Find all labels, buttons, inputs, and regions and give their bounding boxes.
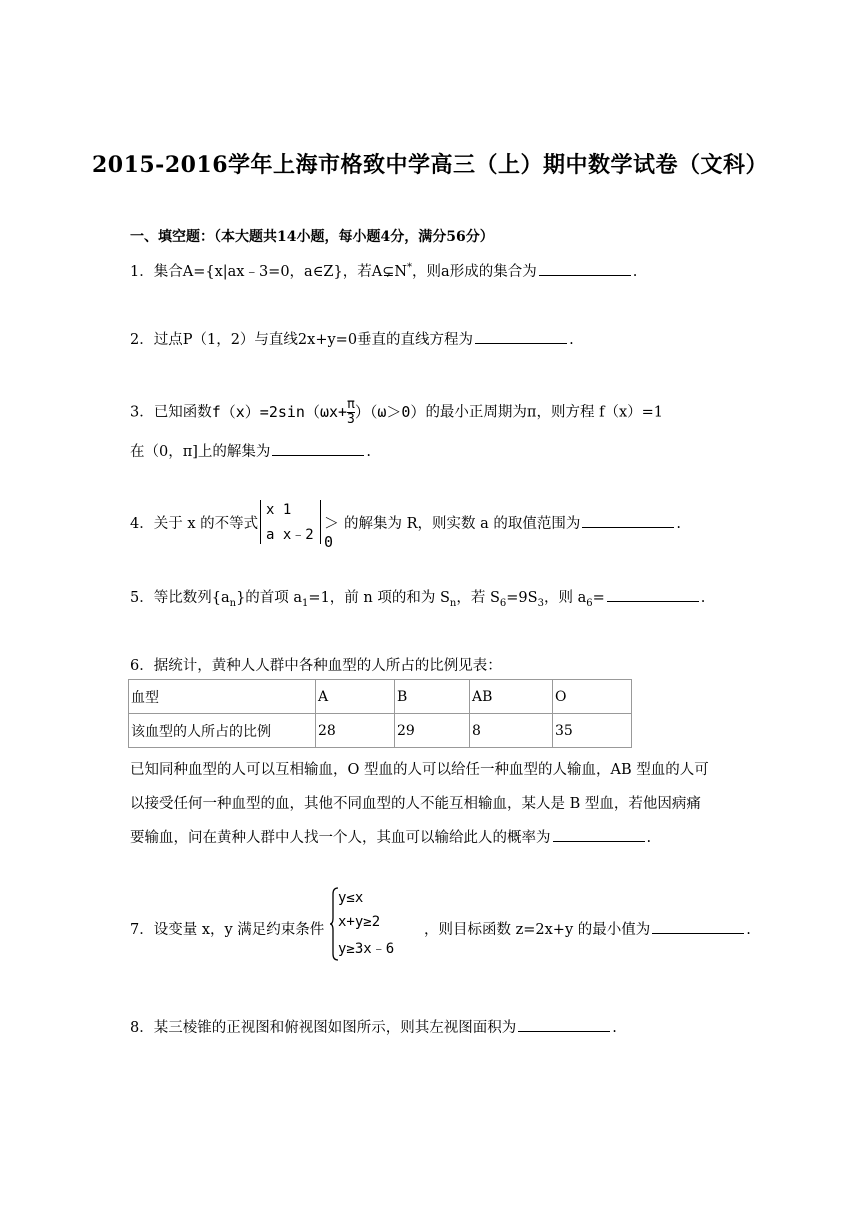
table-row <box>129 714 632 748</box>
q5-t4: ，若 S <box>456 590 500 606</box>
table-cell: 35 <box>553 714 632 748</box>
q8-answer-blank[interactable] <box>518 1017 610 1032</box>
q7-end: . <box>746 922 751 938</box>
q4-suffix: 的解集为 R，则实数 a 的取值范围为 <box>344 516 581 532</box>
table-cell: AB <box>470 680 553 714</box>
q5-t3: =1，前 n 项的和为 S <box>308 590 450 606</box>
q2-text: 2．过点P（1，2）与直线2x+y=0垂直的直线方程为 <box>130 332 474 348</box>
q5-sub1: n <box>229 597 237 609</box>
q3-formula <box>212 398 426 427</box>
question-1 <box>130 260 637 281</box>
q1-suffix: ，则a形成的集合为 <box>412 264 537 280</box>
table-cell: 29 <box>395 714 470 748</box>
q6-end: . <box>646 830 652 846</box>
q5-end: . <box>700 590 706 606</box>
q8-text: 8．某三棱锥的正视图和俯视图如图所示，则其左视图面积为 <box>130 1020 517 1036</box>
q5-sub2: 1 <box>302 597 309 609</box>
q3-fraction <box>347 398 355 427</box>
det-gt-zero: ＞0 <box>324 514 340 551</box>
question-6-line1: 已知同种血型的人可以互相输血，O 型血的人可以给任一种血型的人输血，AB 型血的人可 <box>130 762 709 778</box>
blood-type-table <box>128 679 632 748</box>
table-cell: 8 <box>470 714 553 748</box>
q1-answer-blank[interactable] <box>539 261 631 276</box>
question-4-suffix <box>344 512 681 533</box>
q5-sub4: 6 <box>499 597 507 609</box>
q7-constraint-system <box>330 886 420 962</box>
table-cell: 该血型的人所占的比例 <box>129 714 316 748</box>
exam-title: 2015-2016学年上海市格致中学高三（上）期中数学试卷（文科） <box>91 152 769 178</box>
table-cell: A <box>316 680 395 714</box>
det-right-bar <box>320 500 321 544</box>
q3-line2: 在（0，π]上的解集为 <box>130 444 271 460</box>
q5-t5: =9S <box>506 590 538 606</box>
question-7-suffix <box>424 918 751 939</box>
table-cell: 28 <box>316 714 395 748</box>
question-7-prefix: 7．设变量 x，y 满足约束条件 <box>130 922 325 938</box>
q5-t2: }的首项 a <box>236 590 303 606</box>
question-2 <box>130 328 574 349</box>
q8-end: . <box>612 1020 617 1036</box>
q3-end: . <box>366 444 372 460</box>
q2-answer-blank[interactable] <box>475 329 567 344</box>
table-cell: 血型 <box>129 680 316 714</box>
q2-end: . <box>569 332 574 348</box>
table-row <box>129 680 632 714</box>
q7-suffix: ，则目标函数 z=2x+y 的最小值为 <box>424 922 651 938</box>
q5-sub6: 6 <box>586 597 593 609</box>
question-4-prefix: 4．关于 x 的不等式 <box>130 516 259 532</box>
q1-end: . <box>632 264 638 280</box>
q1-text: 1．集合A={x|ax﹣3=0，a∈Z}，若A⊊N <box>130 264 408 280</box>
table-cell: O <box>553 680 632 714</box>
q6-answer-blank[interactable] <box>553 827 645 842</box>
question-3-line2 <box>130 440 371 461</box>
section-heading: 一、填空题：（本大题共14小题，每小题4分，满分56分） <box>130 229 494 245</box>
q1-sup: * <box>407 262 413 274</box>
det-row-1: x 1 <box>266 502 292 518</box>
q5-answer-blank[interactable] <box>607 587 699 602</box>
q3-answer-blank[interactable] <box>272 441 364 456</box>
q3-fraction-den: 3 <box>347 412 355 427</box>
q4-determinant <box>260 500 344 551</box>
q5-sub5: 3 <box>537 597 544 609</box>
q5-sub3: n <box>449 597 457 609</box>
constraint-2: x+y≥2 <box>338 914 381 930</box>
q4-end: . <box>676 516 681 532</box>
det-left-bar <box>260 500 261 544</box>
q3-formula-b: ）（ω＞0） <box>354 403 426 421</box>
question-6-line2: 以接受任何一种血型的血，其他不同血型的人不能互相输血，某人是 B 型血，若他因病痛 <box>130 796 701 812</box>
question-6-intro: 6．据统计，黄种人人群中各种血型的人所占的比例见表： <box>130 658 502 674</box>
q3-fraction-num: π <box>347 397 355 412</box>
det-row-2: a x﹣2 <box>266 527 314 543</box>
q5-t6: ，则 a <box>543 590 587 606</box>
table-cell: B <box>395 680 470 714</box>
q5-t1: 5．等比数列{a <box>130 590 230 606</box>
q7-answer-blank[interactable] <box>652 919 744 934</box>
question-3 <box>130 398 663 427</box>
q6-line3: 要输血，问在黄种人群中人找一个人，其血可以输给此人的概率为 <box>130 830 551 846</box>
q4-answer-blank[interactable] <box>582 513 674 528</box>
question-5 <box>130 586 705 609</box>
q3-formula-a: f（x）=2sin（ωx+ <box>211 403 348 421</box>
question-6-line3 <box>130 826 651 847</box>
q3-prefix: 3．已知函数 <box>130 404 212 421</box>
q5-t7: = <box>592 590 605 606</box>
question-8 <box>130 1016 617 1037</box>
q3-suffix: 的最小正周期为π，则方程 f（x）=1 <box>425 404 663 421</box>
constraint-3: y≥3x﹣6 <box>338 941 395 957</box>
constraint-1: y≤x <box>338 890 364 906</box>
